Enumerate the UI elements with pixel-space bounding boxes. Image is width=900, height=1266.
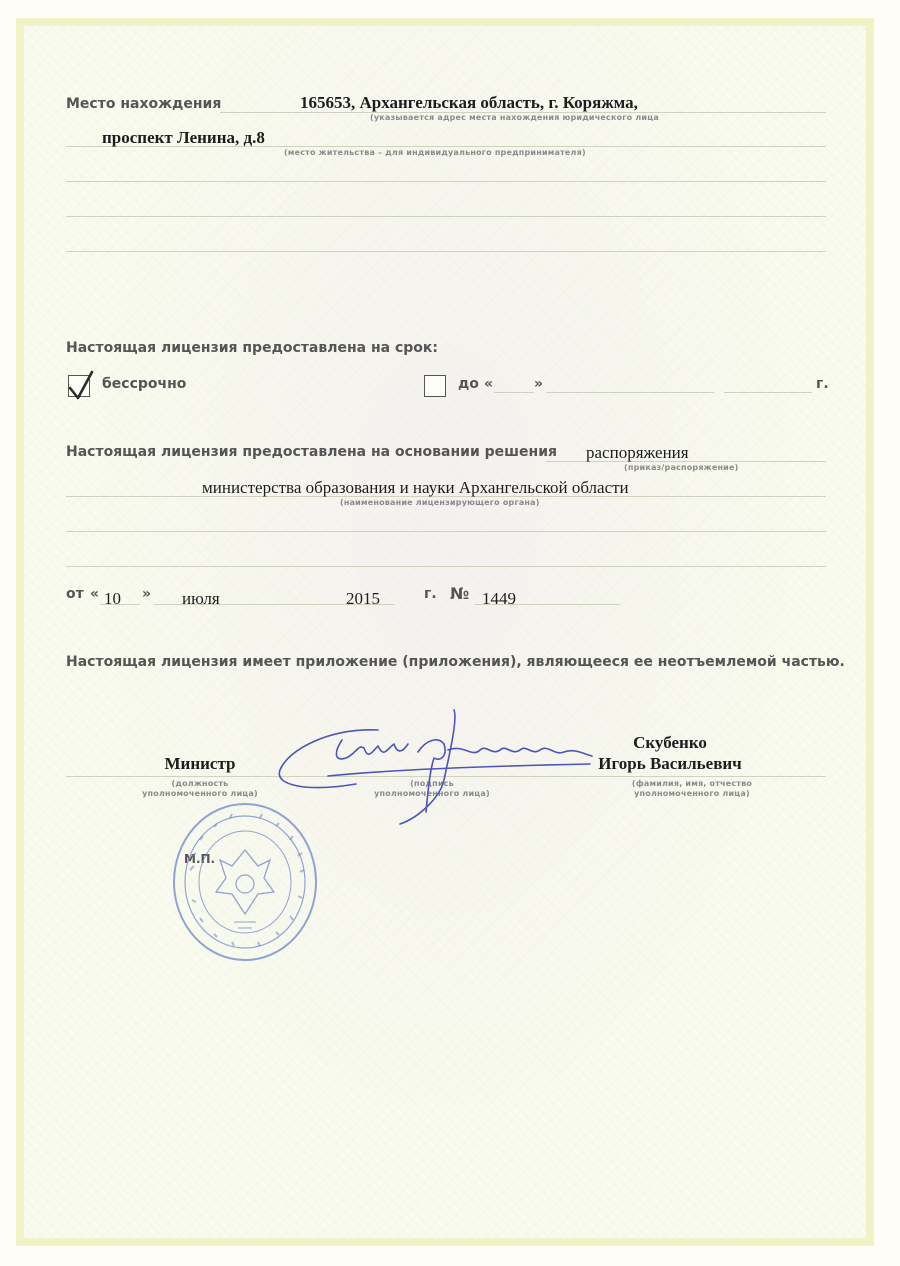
number-sign: № [450, 584, 470, 603]
seal-place-label: М.П. [184, 852, 216, 866]
signer-surname: Скубенко [633, 733, 707, 752]
decision-type-hint: (приказ/распоряжение) [624, 463, 739, 472]
until-year-suffix: г. [816, 376, 829, 392]
blank-line-7 [66, 566, 826, 567]
until-quote-close: » [534, 376, 544, 392]
until-label: до [458, 376, 479, 392]
blank-line-5 [66, 251, 826, 252]
date-from-label: от [66, 586, 84, 602]
decision-type: распоряжения [586, 443, 689, 462]
basis-label: Настоящая лицензия предоставлена на основании решения [66, 444, 557, 460]
unlimited-label: бессрочно [102, 376, 187, 392]
until-year-line [724, 392, 812, 393]
licensing-authority: министерства образования и науки Архангельской области [202, 478, 629, 497]
until-checkbox[interactable] [424, 375, 446, 397]
check-mark-icon [66, 368, 96, 402]
date-quote-open: « [90, 586, 100, 602]
handwritten-signature-icon [268, 700, 598, 830]
date-quote-close: » [142, 586, 152, 602]
name-hint-1: (фамилия, имя, отчество [631, 779, 753, 788]
until-day-line [494, 392, 534, 393]
location-hint-1: (указывается адрес места нахождения юридического лица [370, 113, 659, 122]
date-year: 2015 [346, 589, 380, 608]
blank-line-3 [66, 181, 826, 182]
license-order-number: 1449 [482, 589, 516, 608]
date-month: июля [182, 589, 220, 608]
signature-hint-2: уполномоченного лица) [374, 789, 490, 798]
signature-hint-1: (подпись [410, 779, 454, 788]
signer-given-names: Игорь Васильевич [598, 754, 742, 773]
location-hint-2: (место жительства – для индивидуального предпринимателя) [284, 148, 586, 157]
blank-line-4 [66, 216, 826, 217]
signer-position: Министр [164, 754, 236, 773]
blank-line-6 [66, 531, 826, 532]
security-border [16, 18, 874, 1246]
position-hint-2: уполномоченного лица) [142, 789, 258, 798]
date-day: 10 [104, 589, 121, 608]
location-address-line-2: проспект Ленина, д.8 [102, 128, 265, 147]
name-hint-2: уполномоченного лица) [634, 789, 750, 798]
location-address-line-1: 165653, Архангельская область, г. Коряжма, [300, 93, 638, 112]
date-year-suffix: г. [424, 586, 437, 602]
until-quote-open: « [484, 376, 494, 392]
until-month-line [546, 392, 714, 393]
location-label: Место нахождения [66, 96, 222, 112]
term-label: Настоящая лицензия предоставлена на срок: [66, 340, 438, 356]
authority-hint: (наименование лицензирующего органа) [340, 498, 540, 507]
appendix-note: Настоящая лицензия имеет приложение (приложения), являющееся ее неотъемлемой частью. [66, 654, 845, 670]
position-hint-1: (должность [171, 779, 229, 788]
